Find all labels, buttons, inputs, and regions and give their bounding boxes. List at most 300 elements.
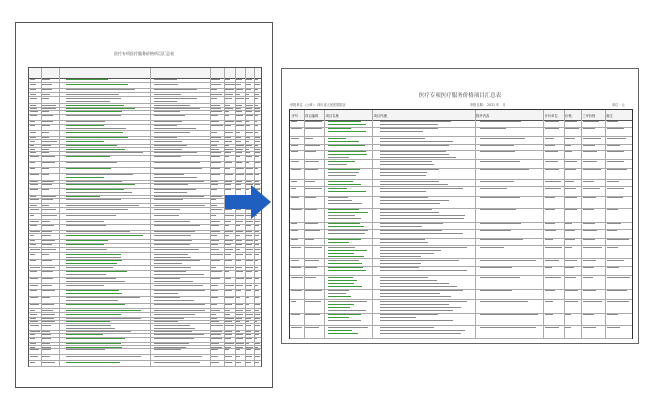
cell-text	[225, 321, 232, 322]
cell-text	[66, 249, 106, 250]
cell-text	[607, 314, 618, 315]
cell-text	[291, 121, 297, 122]
cell-text	[66, 300, 118, 301]
cell-text	[154, 334, 204, 335]
cell-text	[328, 327, 368, 328]
cell-text	[66, 240, 108, 241]
cell-text	[545, 197, 555, 198]
cell-text	[30, 290, 37, 291]
cell-text	[154, 225, 199, 226]
cell-text	[236, 249, 240, 250]
cell-text	[154, 141, 181, 142]
cell-text	[154, 321, 178, 322]
cell-text	[236, 310, 243, 311]
cell-text	[211, 244, 218, 245]
cell-text	[211, 89, 217, 90]
cell-text	[380, 233, 463, 234]
cell-text	[607, 239, 630, 240]
cell-text	[30, 84, 36, 85]
cell-text	[480, 327, 536, 328]
cell-text	[305, 145, 320, 146]
cell-text	[328, 164, 347, 165]
cell-text	[42, 314, 55, 315]
cell-text	[30, 125, 35, 126]
cell-text	[154, 189, 196, 190]
cell-text	[291, 260, 299, 261]
cell-text	[236, 121, 242, 122]
cell-text	[30, 105, 36, 106]
cell-text	[154, 125, 176, 126]
cell-text	[545, 314, 553, 315]
cell-text	[225, 98, 232, 99]
cell-text	[42, 290, 55, 291]
cell-text	[565, 290, 578, 291]
cell-text	[380, 191, 426, 192]
cell-text	[154, 257, 190, 258]
cell-text	[211, 249, 219, 250]
cell-text	[380, 215, 465, 216]
date-year: 2021	[486, 103, 496, 107]
cell-text	[66, 221, 103, 222]
cell-text	[154, 181, 204, 182]
cell-text	[255, 84, 260, 85]
cell-text	[30, 184, 38, 185]
cell-text	[211, 168, 219, 169]
cell-text	[565, 169, 576, 170]
cell-text	[225, 84, 235, 85]
cell-text	[328, 247, 355, 248]
cell-text	[380, 247, 466, 248]
cell-text	[66, 297, 139, 298]
column-header: 序号	[291, 114, 299, 118]
column-header: 计价单位	[544, 114, 558, 118]
cell-text	[607, 209, 618, 210]
cell-text	[328, 172, 359, 173]
cell-text	[154, 260, 199, 261]
cell-text	[545, 290, 555, 291]
cell-text	[565, 327, 571, 328]
cell-text	[225, 235, 229, 236]
cell-text	[328, 270, 366, 271]
cell-text	[380, 263, 421, 264]
cell-text	[565, 121, 577, 122]
cell-text	[607, 230, 617, 231]
cell-text	[305, 301, 321, 302]
cell-text	[211, 325, 223, 326]
cell-text	[255, 105, 259, 106]
cell-text	[211, 156, 220, 157]
cell-text	[236, 115, 243, 116]
cell-text	[225, 325, 234, 326]
cell-text	[305, 260, 318, 261]
cell-text	[154, 79, 176, 80]
cell-text	[380, 283, 449, 284]
cell-text	[154, 267, 191, 268]
cell-text	[607, 161, 624, 162]
cell-text	[255, 362, 260, 363]
cell-text	[607, 145, 620, 146]
cell-text	[328, 301, 367, 302]
cell-text	[30, 271, 37, 272]
cell-text	[545, 267, 553, 268]
cell-text	[30, 254, 35, 255]
cell-text	[291, 277, 303, 278]
cell-text	[583, 267, 594, 268]
cell-text	[66, 263, 117, 264]
cell-text	[480, 138, 525, 139]
cell-text	[154, 300, 194, 301]
cell-text	[291, 145, 298, 146]
cell-text	[328, 121, 361, 122]
cell-text	[154, 101, 177, 102]
cell-text	[246, 278, 253, 279]
cell-text	[211, 132, 217, 133]
cell-text	[154, 362, 200, 363]
cell-text	[42, 244, 52, 245]
cell-text	[246, 267, 254, 268]
cell-text	[328, 188, 347, 189]
cell-text	[66, 278, 115, 279]
cell-text	[42, 79, 50, 80]
cell-text	[211, 181, 218, 182]
cell-text	[30, 310, 35, 311]
cell-text	[255, 225, 260, 226]
cell-text	[291, 267, 301, 268]
cell-text	[211, 125, 223, 126]
cell-text	[154, 254, 187, 255]
cell-text	[211, 240, 219, 241]
cell-text	[66, 271, 127, 272]
cell-text	[255, 271, 258, 272]
cell-text	[154, 278, 179, 279]
cell-text	[236, 356, 240, 357]
cell-text	[246, 297, 250, 298]
cell-text	[42, 260, 52, 261]
cell-text	[225, 310, 231, 311]
cell-text	[30, 321, 38, 322]
cell-text	[236, 156, 240, 157]
cell-text	[211, 225, 219, 226]
cell-text	[236, 321, 239, 322]
cell-text	[255, 278, 259, 279]
cell-text	[236, 285, 243, 286]
cell-text	[583, 145, 595, 146]
cell-text	[380, 141, 453, 142]
cell-text	[380, 239, 425, 240]
cell-text	[583, 301, 602, 302]
cell-text	[380, 203, 439, 204]
cell-text	[154, 168, 201, 169]
cell-text	[255, 304, 261, 305]
cell-text	[480, 277, 520, 278]
cell-text	[291, 138, 299, 139]
cell-text	[246, 334, 251, 335]
cell-text	[380, 290, 462, 291]
source-document-title: 医疗专项医疗服务价格项目汇总表	[114, 51, 174, 56]
cell-text	[255, 174, 260, 175]
cell-text	[236, 362, 241, 363]
cell-text	[42, 145, 51, 146]
cell-text	[225, 94, 233, 95]
cell-text	[607, 169, 627, 170]
cell-text	[211, 94, 222, 95]
cell-text	[607, 267, 619, 268]
cell-text	[236, 105, 242, 106]
cell-text	[154, 105, 190, 106]
cell-text	[154, 84, 177, 85]
cell-text	[583, 188, 600, 189]
cell-text	[255, 254, 260, 255]
cell-text	[480, 239, 523, 240]
cell-text	[328, 203, 362, 204]
cell-text	[380, 277, 427, 278]
cell-text	[255, 98, 258, 99]
cell-text	[66, 225, 106, 226]
cell-text	[305, 277, 315, 278]
cell-text	[66, 310, 140, 311]
cell-text	[565, 145, 571, 146]
cell-text	[42, 98, 49, 99]
cell-text	[154, 209, 180, 210]
cell-text	[66, 98, 120, 99]
cell-text	[565, 197, 577, 198]
cell-text	[255, 115, 259, 116]
cell-text	[328, 181, 353, 182]
cell-text	[236, 271, 243, 272]
cell-text	[480, 161, 520, 162]
cell-text	[291, 151, 298, 152]
cell-text	[66, 125, 104, 126]
cell-text	[380, 161, 432, 162]
cell-text	[380, 154, 449, 155]
cell-text	[328, 263, 362, 264]
cell-text	[607, 260, 624, 261]
cell-text	[66, 254, 120, 255]
cell-text	[305, 169, 318, 170]
cell-text	[236, 240, 242, 241]
cell-text	[154, 240, 192, 241]
cell-text	[565, 301, 578, 302]
cell-text	[30, 121, 35, 122]
cell-text	[380, 181, 439, 182]
cell-text	[30, 221, 39, 222]
cell-text	[211, 84, 221, 85]
cell-text	[42, 267, 55, 268]
cell-text	[328, 307, 350, 308]
column-header: 项目名称	[325, 114, 339, 118]
cell-text	[255, 231, 260, 232]
cell-text	[154, 121, 181, 122]
cell-text	[66, 356, 141, 357]
cell-text	[154, 132, 189, 133]
cell-text	[380, 145, 449, 146]
cell-text	[328, 223, 360, 224]
cell-text	[42, 181, 54, 182]
cell-text	[154, 310, 204, 311]
cell-text	[30, 278, 38, 279]
cell-text	[154, 231, 194, 232]
cell-text	[545, 223, 555, 224]
cell-text	[480, 169, 529, 170]
cell-text	[211, 362, 219, 363]
cell-text	[66, 152, 142, 153]
cell-text	[328, 280, 357, 281]
cell-text	[225, 338, 231, 339]
cell-text	[225, 145, 229, 146]
cell-text	[565, 277, 576, 278]
cell-text	[380, 230, 442, 231]
cell-text	[30, 209, 39, 210]
cell-text	[42, 89, 52, 90]
cell-text	[211, 105, 220, 106]
cell-text	[255, 267, 258, 268]
cell-text	[255, 156, 259, 157]
cell-text	[480, 188, 507, 189]
column-header: 备注	[606, 114, 613, 118]
cell-text	[545, 277, 562, 278]
cell-text	[236, 334, 243, 335]
cell-text	[154, 115, 184, 116]
date-label	[470, 102, 506, 107]
cell-text	[236, 174, 244, 175]
cell-text	[246, 240, 253, 241]
cell-text	[236, 94, 240, 95]
cell-text	[255, 145, 258, 146]
date-year-unit: 年	[496, 103, 500, 107]
cell-text	[211, 174, 220, 175]
cell-text	[328, 290, 349, 291]
cell-text	[30, 132, 37, 133]
cell-text	[380, 260, 459, 261]
cell-text	[328, 283, 354, 284]
cell-text	[236, 84, 241, 85]
cell-text	[380, 169, 438, 170]
cell-text	[545, 121, 559, 122]
cell-text	[607, 188, 624, 189]
cell-text	[211, 267, 216, 268]
cell-text	[305, 138, 313, 139]
cell-text	[211, 304, 217, 305]
cell-text	[328, 293, 346, 294]
cell-text	[545, 145, 556, 146]
cell-text	[42, 199, 53, 200]
cell-text	[225, 249, 233, 250]
cell-text	[225, 79, 230, 80]
cell-text	[42, 271, 53, 272]
cell-text	[305, 161, 319, 162]
cell-text	[380, 250, 441, 251]
cell-text	[255, 94, 259, 95]
cell-text	[255, 89, 258, 90]
cell-text	[246, 235, 253, 236]
cell-text	[246, 290, 251, 291]
cell-text	[236, 111, 242, 112]
cell-text	[211, 349, 218, 350]
cell-text	[291, 209, 302, 210]
cell-text	[246, 231, 253, 232]
cell-text	[66, 141, 104, 142]
cell-text	[255, 285, 258, 286]
cell-text	[255, 321, 258, 322]
cell-text	[246, 111, 253, 112]
cell-text	[30, 325, 40, 326]
cell-text	[565, 209, 577, 210]
cell-text	[246, 254, 253, 255]
cell-text	[30, 235, 34, 236]
cell-text	[225, 168, 230, 169]
cell-text	[255, 338, 258, 339]
cell-text	[480, 209, 516, 210]
cell-text	[66, 168, 110, 169]
cell-text	[66, 321, 109, 322]
cell-text	[291, 188, 296, 189]
cell-text	[154, 235, 191, 236]
cell-text	[380, 157, 456, 158]
cell-text	[291, 327, 302, 328]
cell-text	[66, 132, 122, 133]
cell-text	[225, 174, 234, 175]
cell-text	[380, 280, 437, 281]
cell-text	[66, 156, 110, 157]
cell-text	[246, 356, 252, 357]
cell-text	[291, 161, 299, 162]
cell-text	[42, 231, 52, 232]
cell-text	[328, 253, 354, 254]
cell-text	[480, 267, 512, 268]
cell-text	[565, 161, 577, 162]
cell-text	[154, 356, 202, 357]
cell-text	[255, 168, 259, 169]
cell-text	[328, 200, 352, 201]
converted-document-table	[289, 109, 633, 339]
cell-text	[246, 105, 253, 106]
cell-text	[211, 141, 219, 142]
cell-text	[380, 164, 434, 165]
cell-text	[246, 115, 254, 116]
cell-text	[328, 157, 349, 158]
cell-text	[236, 79, 242, 80]
cell-text	[246, 325, 251, 326]
cell-text	[255, 349, 261, 350]
cell-text	[66, 235, 143, 236]
cell-text	[246, 343, 250, 344]
cell-text	[545, 327, 560, 328]
cell-text	[211, 338, 222, 339]
cell-text	[42, 285, 52, 286]
cell-text	[255, 162, 260, 163]
cell-text	[211, 297, 218, 298]
cell-text	[225, 356, 232, 357]
cell-text	[583, 138, 602, 139]
arrow-right-icon	[223, 182, 273, 222]
cell-text	[480, 128, 506, 129]
cell-text	[42, 310, 53, 311]
cell-text	[225, 132, 233, 133]
cell-text	[565, 223, 572, 224]
cell-text	[545, 188, 562, 189]
cell-text	[380, 296, 451, 297]
cell-text	[255, 79, 259, 80]
cell-text	[246, 141, 250, 142]
cell-text	[380, 286, 457, 287]
cell-text	[42, 152, 49, 153]
cell-text	[66, 105, 124, 106]
cell-text	[607, 121, 618, 122]
cell-text	[211, 199, 216, 200]
cell-text	[66, 338, 124, 339]
cell-text	[42, 278, 52, 279]
cell-text	[211, 98, 217, 99]
